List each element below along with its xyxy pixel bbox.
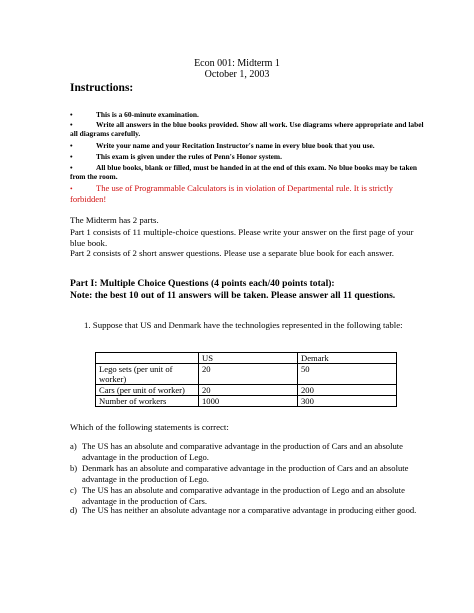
table-cell: Lego sets (per unit of worker) <box>96 364 199 385</box>
option-text: Denmark has an absolute and comparative advantage in the production of Cars and an absolute advantage in the production of Lego. <box>82 463 409 484</box>
bullet-icon: • <box>70 120 73 129</box>
table-cell: 50 <box>298 364 397 385</box>
instruction-text: This exam is given under the rules of Penn's Honor system. <box>96 152 282 161</box>
table-cell: 1000 <box>199 396 298 407</box>
instruction-text: Write your name and your Recitation Instructor's name in every blue book that you use. <box>96 141 375 150</box>
table-cell: 300 <box>298 396 397 407</box>
table-header-cell: US <box>199 353 298 364</box>
table-row <box>96 396 397 407</box>
instruction-text: All blue books, blank or filled, must be handed in at the end of this exam. No blue books may be taken from the room. <box>70 163 418 182</box>
table-header-row <box>96 353 397 364</box>
table-header-cell <box>96 353 199 364</box>
table-cell: 200 <box>298 385 397 396</box>
option-label: b) <box>70 463 78 473</box>
answer-option <box>70 485 430 506</box>
answer-option <box>70 505 430 516</box>
instructions-heading: Instructions: <box>70 82 134 94</box>
table-cell: Number of workers <box>96 396 199 407</box>
exam-date: October 1, 2003 <box>204 69 270 80</box>
instruction-text: Write all answers in the blue books provided. Show all work. Use diagrams where appropriate and label all diagrams carefully. <box>70 120 424 139</box>
question-text: 1. Suppose that US and Denmark have the technologies represented in the following table: <box>84 320 403 330</box>
table-header-cell: Demark <box>298 353 397 364</box>
instruction-item-warning <box>70 183 430 205</box>
option-text: The US has neither an absolute advantage nor a comparative advantage in producing either good. <box>82 505 417 515</box>
bullet-icon: • <box>70 110 73 119</box>
option-label: c) <box>70 485 77 495</box>
instruction-text-warning: The use of Programmable Calculators is in violation of Departmental rule. It is strictly forbidden! <box>70 183 393 204</box>
technology-table <box>95 352 397 407</box>
option-text: The US has an absolute and comparative advantage in the production of Lego and an absolute advantage in the production of Cars. <box>82 485 405 506</box>
instruction-item <box>70 120 430 138</box>
overview-line: The Midterm has 2 parts. <box>70 215 159 225</box>
instruction-item <box>70 163 430 181</box>
table-row <box>96 364 397 385</box>
instruction-item <box>70 141 430 150</box>
part1-note: Note: the best 10 out of 11 answers will be taken. Please answer all 11 questions. <box>70 290 396 301</box>
exam-title: Econ 001: Midterm 1 <box>194 58 280 69</box>
option-label: a) <box>70 441 77 451</box>
answer-option <box>70 463 430 484</box>
question-prompt: Which of the following statements is correct: <box>70 422 229 432</box>
table-row <box>96 385 397 396</box>
bullet-icon: • <box>70 163 73 172</box>
answer-option <box>70 441 430 462</box>
overview-line: Part 2 consists of 2 short answer questions. Please use a separate blue book for each answer. <box>70 248 394 258</box>
table-cell: Cars (per unit of worker) <box>96 385 199 396</box>
part1-heading: Part I: Multiple Choice Questions (4 points each/40 points total): <box>70 278 335 289</box>
instruction-item <box>70 152 430 161</box>
option-label: d) <box>70 505 78 515</box>
overview-line: Part 1 consists of 11 multiple-choice questions. Please write your answer on the first page of your blue book. <box>70 227 414 248</box>
option-text: The US has an absolute and comparative advantage in the production of Cars and an absolute advantage in the production of Lego. <box>82 441 403 462</box>
bullet-icon: • <box>70 184 73 193</box>
table-cell: 20 <box>199 385 298 396</box>
instruction-item <box>70 110 430 119</box>
bullet-icon: • <box>70 141 73 150</box>
instruction-text: This is a 60-minute examination. <box>96 110 199 119</box>
table-cell: 20 <box>199 364 298 385</box>
bullet-icon: • <box>70 152 73 161</box>
